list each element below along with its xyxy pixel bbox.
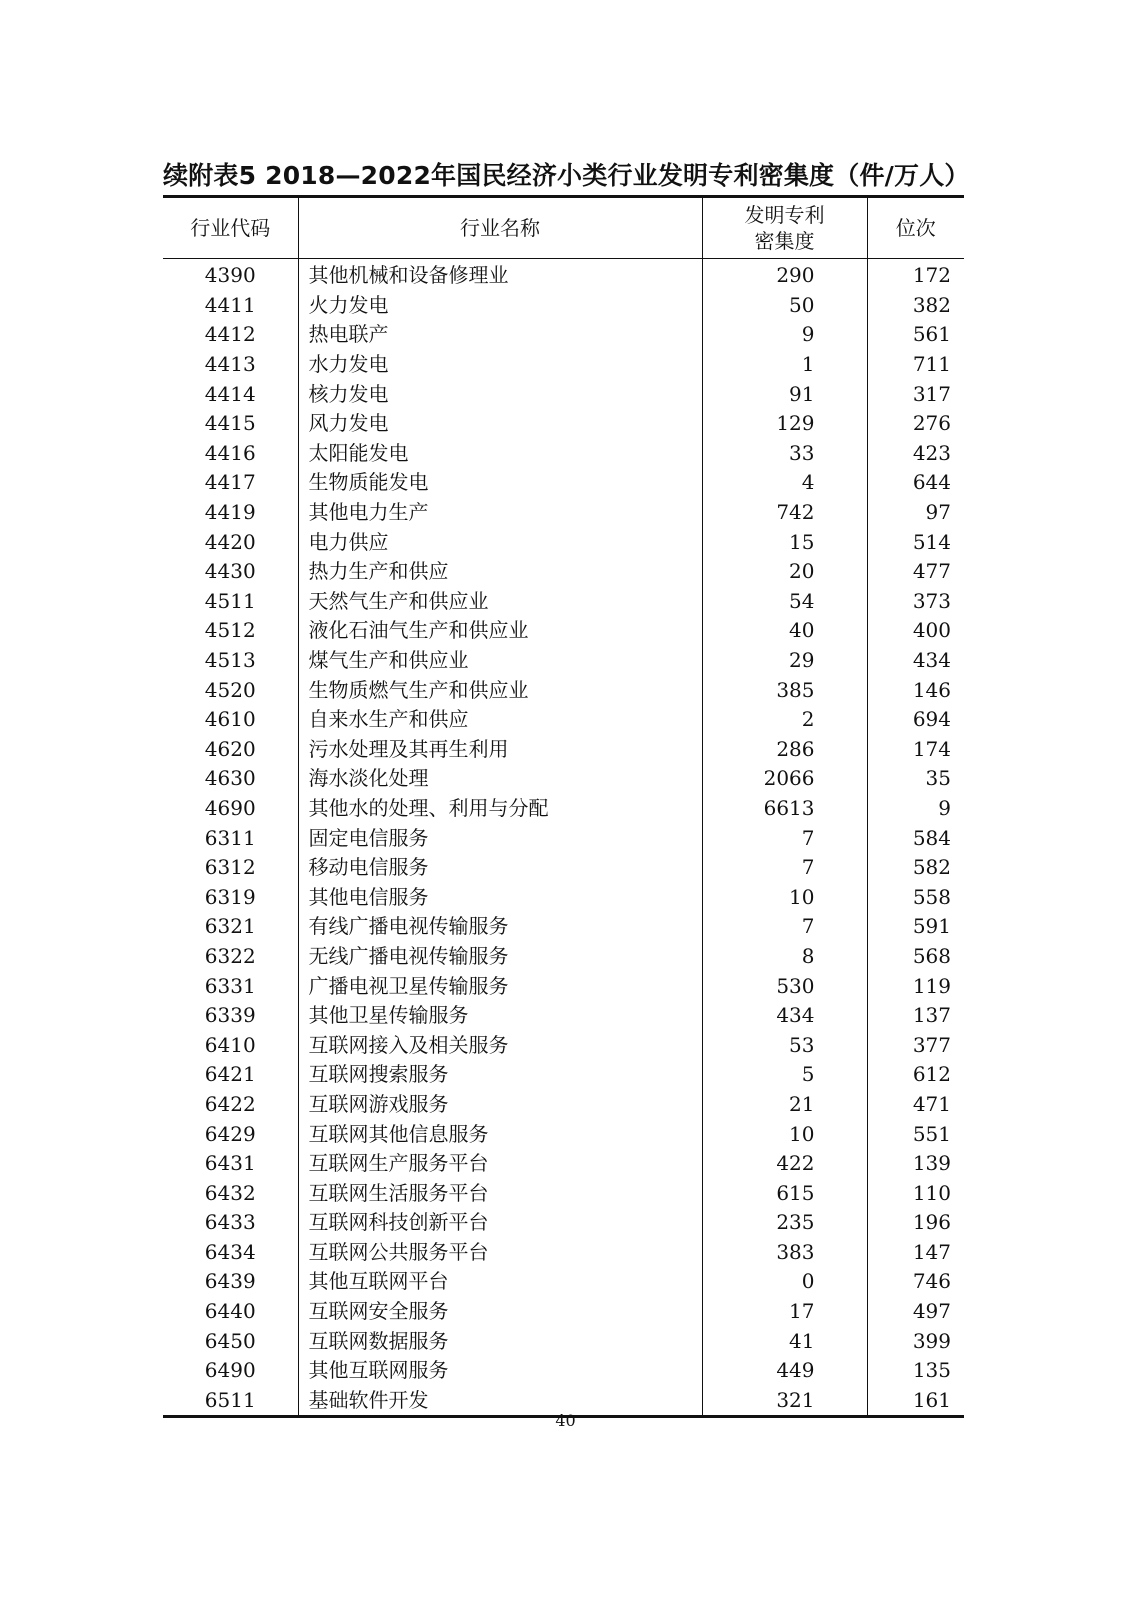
header-patent-density bbox=[702, 197, 867, 259]
industry-name-cell: 互联网接入及相关服务 bbox=[298, 1030, 702, 1060]
rank-cell: 551 bbox=[867, 1119, 964, 1149]
industry-code-cell: 6439 bbox=[204, 1269, 256, 1294]
industry-code-cell: 6421 bbox=[204, 1062, 256, 1087]
header-industry-code: 行业代码 bbox=[163, 197, 298, 259]
header-patent-density-line1: 发明专利 bbox=[744, 203, 825, 227]
rank-cell: 317 bbox=[867, 379, 964, 409]
table-row bbox=[163, 971, 964, 1001]
industry-name-cell: 基础软件开发 bbox=[298, 1386, 702, 1417]
industry-name-cell: 热电联产 bbox=[298, 320, 702, 350]
table-row bbox=[163, 291, 964, 321]
rank-cell: 174 bbox=[867, 735, 964, 765]
rank-cell: 137 bbox=[867, 1001, 964, 1031]
rank-cell: 434 bbox=[867, 646, 964, 676]
industry-name-cell: 无线广播电视传输服务 bbox=[298, 942, 702, 972]
industry-code-cell: 4513 bbox=[204, 648, 256, 673]
table-row bbox=[163, 1238, 964, 1268]
industry-code-cell: 4512 bbox=[204, 618, 256, 643]
table-row bbox=[163, 1178, 964, 1208]
patent-density-cell: 383 bbox=[702, 1238, 867, 1268]
table-row bbox=[163, 1119, 964, 1149]
industry-name-cell: 互联网搜索服务 bbox=[298, 1060, 702, 1090]
table-row bbox=[163, 705, 964, 735]
table-row bbox=[163, 1208, 964, 1238]
industry-name-cell: 有线广播电视传输服务 bbox=[298, 912, 702, 942]
industry-code-cell: 6322 bbox=[204, 943, 256, 968]
industry-code-cell: 6312 bbox=[204, 855, 256, 880]
table-row bbox=[163, 1267, 964, 1297]
rank-cell: 471 bbox=[867, 1090, 964, 1120]
industry-name-cell: 其他互联网服务 bbox=[298, 1356, 702, 1386]
patent-density-cell: 17 bbox=[702, 1297, 867, 1327]
header-patent-density-line2: 密集度 bbox=[754, 229, 815, 253]
industry-name-cell: 风力发电 bbox=[298, 409, 702, 439]
patent-density-cell: 286 bbox=[702, 735, 867, 765]
patent-density-cell: 40 bbox=[702, 616, 867, 646]
table-row bbox=[163, 1090, 964, 1120]
rank-cell: 514 bbox=[867, 527, 964, 557]
patent-density-cell: 6613 bbox=[702, 794, 867, 824]
industry-name-cell: 广播电视卫星传输服务 bbox=[298, 971, 702, 1001]
rank-cell: 382 bbox=[867, 291, 964, 321]
patent-density-cell: 235 bbox=[702, 1208, 867, 1238]
industry-code-cell: 6429 bbox=[204, 1121, 256, 1146]
rank-cell: 497 bbox=[867, 1297, 964, 1327]
patent-density-cell: 434 bbox=[702, 1001, 867, 1031]
patent-density-cell: 21 bbox=[702, 1090, 867, 1120]
industry-code-cell: 4520 bbox=[204, 677, 256, 702]
industry-code-cell: 4511 bbox=[204, 588, 256, 613]
rank-cell: 694 bbox=[867, 705, 964, 735]
patent-density-cell: 41 bbox=[702, 1326, 867, 1356]
table-row bbox=[163, 616, 964, 646]
industry-code-cell: 4417 bbox=[204, 470, 256, 495]
table-row bbox=[163, 675, 964, 705]
rank-cell: 276 bbox=[867, 409, 964, 439]
rank-cell: 746 bbox=[867, 1267, 964, 1297]
patent-density-cell: 4 bbox=[702, 468, 867, 498]
table-row bbox=[163, 823, 964, 853]
table-row bbox=[163, 646, 964, 676]
rank-cell: 147 bbox=[867, 1238, 964, 1268]
industry-code-cell: 6410 bbox=[204, 1032, 256, 1057]
industry-name-cell: 海水淡化处理 bbox=[298, 764, 702, 794]
patent-density-cell: 449 bbox=[702, 1356, 867, 1386]
table-row bbox=[163, 1149, 964, 1179]
industry-code-cell: 6433 bbox=[204, 1210, 256, 1235]
industry-name-cell: 其他水的处理、利用与分配 bbox=[298, 794, 702, 824]
table-row bbox=[163, 587, 964, 617]
table-row bbox=[163, 1060, 964, 1090]
industry-name-cell: 其他机械和设备修理业 bbox=[298, 259, 702, 291]
patent-density-cell: 290 bbox=[702, 259, 867, 291]
industry-code-cell: 4690 bbox=[204, 795, 256, 820]
industry-name-cell: 污水处理及其再生利用 bbox=[298, 735, 702, 765]
patent-density-cell: 7 bbox=[702, 853, 867, 883]
industry-name-cell: 天然气生产和供应业 bbox=[298, 587, 702, 617]
patent-density-cell: 8 bbox=[702, 942, 867, 972]
industry-code-cell: 4416 bbox=[204, 440, 256, 465]
industry-name-cell: 火力发电 bbox=[298, 291, 702, 321]
rank-cell: 377 bbox=[867, 1030, 964, 1060]
patent-density-cell: 10 bbox=[702, 1119, 867, 1149]
rank-cell: 612 bbox=[867, 1060, 964, 1090]
industry-name-cell: 自来水生产和供应 bbox=[298, 705, 702, 735]
industry-name-cell: 固定电信服务 bbox=[298, 823, 702, 853]
patent-density-cell: 129 bbox=[702, 409, 867, 439]
table-row bbox=[163, 409, 964, 439]
industry-code-cell: 6432 bbox=[204, 1180, 256, 1205]
industry-code-cell: 4610 bbox=[204, 707, 256, 732]
industry-code-cell: 4411 bbox=[204, 292, 256, 317]
industry-name-cell: 热力生产和供应 bbox=[298, 557, 702, 587]
rank-cell: 582 bbox=[867, 853, 964, 883]
patent-density-cell: 742 bbox=[702, 498, 867, 528]
rank-cell: 97 bbox=[867, 498, 964, 528]
patent-density-cell: 385 bbox=[702, 675, 867, 705]
rank-cell: 423 bbox=[867, 439, 964, 469]
rank-cell: 477 bbox=[867, 557, 964, 587]
rank-cell: 568 bbox=[867, 942, 964, 972]
patent-density-cell: 321 bbox=[702, 1386, 867, 1417]
rank-cell: 711 bbox=[867, 350, 964, 380]
industry-name-cell: 互联网生活服务平台 bbox=[298, 1178, 702, 1208]
industry-code-cell: 6321 bbox=[204, 914, 256, 939]
table-row bbox=[163, 1326, 964, 1356]
industry-name-cell: 互联网其他信息服务 bbox=[298, 1119, 702, 1149]
patent-density-cell: 33 bbox=[702, 439, 867, 469]
industry-name-cell: 其他互联网平台 bbox=[298, 1267, 702, 1297]
table-row bbox=[163, 259, 964, 291]
rank-cell: 135 bbox=[867, 1356, 964, 1386]
table-row bbox=[163, 882, 964, 912]
industry-code-cell: 6434 bbox=[204, 1239, 256, 1264]
industry-name-cell: 其他电力生产 bbox=[298, 498, 702, 528]
patent-density-cell: 530 bbox=[702, 971, 867, 1001]
rank-cell: 161 bbox=[867, 1386, 964, 1417]
industry-code-cell: 6450 bbox=[204, 1328, 256, 1353]
industry-name-cell: 核力发电 bbox=[298, 379, 702, 409]
industry-code-cell: 6311 bbox=[204, 825, 256, 850]
rank-cell: 400 bbox=[867, 616, 964, 646]
rank-cell: 561 bbox=[867, 320, 964, 350]
table-row bbox=[163, 439, 964, 469]
industry-code-cell: 4420 bbox=[204, 529, 256, 554]
patent-density-cell: 2066 bbox=[702, 764, 867, 794]
table-row bbox=[163, 557, 964, 587]
rank-cell: 172 bbox=[867, 259, 964, 291]
header-rank: 位次 bbox=[867, 197, 964, 259]
page-number: 40 bbox=[555, 1411, 576, 1430]
industry-code-cell: 6331 bbox=[204, 973, 256, 998]
rank-cell: 146 bbox=[867, 675, 964, 705]
patent-density-cell: 0 bbox=[702, 1267, 867, 1297]
table-row bbox=[163, 794, 964, 824]
industry-name-cell: 煤气生产和供应业 bbox=[298, 646, 702, 676]
patent-density-cell: 9 bbox=[702, 320, 867, 350]
industry-code-cell: 4620 bbox=[204, 736, 256, 761]
table-row bbox=[163, 764, 964, 794]
table-row bbox=[163, 1297, 964, 1327]
rank-cell: 591 bbox=[867, 912, 964, 942]
table-row bbox=[163, 320, 964, 350]
rank-cell: 35 bbox=[867, 764, 964, 794]
industry-code-cell: 4419 bbox=[204, 500, 256, 525]
patent-density-cell: 54 bbox=[702, 587, 867, 617]
table-row bbox=[163, 853, 964, 883]
table-row bbox=[163, 527, 964, 557]
industry-name-cell: 互联网公共服务平台 bbox=[298, 1238, 702, 1268]
industry-code-cell: 6422 bbox=[204, 1091, 256, 1116]
rank-cell: 119 bbox=[867, 971, 964, 1001]
patent-density-cell: 50 bbox=[702, 291, 867, 321]
rank-cell: 584 bbox=[867, 823, 964, 853]
table-row bbox=[163, 468, 964, 498]
patent-density-cell: 7 bbox=[702, 823, 867, 853]
table-row bbox=[163, 735, 964, 765]
industry-name-cell: 其他电信服务 bbox=[298, 882, 702, 912]
industry-code-cell: 6490 bbox=[204, 1358, 256, 1383]
patent-density-cell: 20 bbox=[702, 557, 867, 587]
patent-density-cell: 15 bbox=[702, 527, 867, 557]
patent-density-cell: 422 bbox=[702, 1149, 867, 1179]
industry-code-cell: 4430 bbox=[204, 559, 256, 584]
patent-density-table bbox=[163, 195, 964, 1418]
patent-density-cell: 53 bbox=[702, 1030, 867, 1060]
table-row bbox=[163, 350, 964, 380]
patent-density-cell: 10 bbox=[702, 882, 867, 912]
industry-name-cell: 互联网游戏服务 bbox=[298, 1090, 702, 1120]
rank-cell: 9 bbox=[867, 794, 964, 824]
rank-cell: 399 bbox=[867, 1326, 964, 1356]
rank-cell: 558 bbox=[867, 882, 964, 912]
table-row bbox=[163, 379, 964, 409]
industry-code-cell: 6339 bbox=[204, 1003, 256, 1028]
industry-name-cell: 电力供应 bbox=[298, 527, 702, 557]
patent-density-cell: 1 bbox=[702, 350, 867, 380]
industry-name-cell: 互联网科技创新平台 bbox=[298, 1208, 702, 1238]
rank-cell: 139 bbox=[867, 1149, 964, 1179]
industry-code-cell: 4415 bbox=[204, 411, 256, 436]
patent-density-cell: 91 bbox=[702, 379, 867, 409]
table-header-row bbox=[163, 197, 964, 259]
rank-cell: 110 bbox=[867, 1178, 964, 1208]
industry-code-cell: 4390 bbox=[204, 263, 256, 288]
industry-code-cell: 4414 bbox=[204, 381, 256, 406]
industry-name-cell: 其他卫星传输服务 bbox=[298, 1001, 702, 1031]
patent-density-cell: 2 bbox=[702, 705, 867, 735]
table-row bbox=[163, 912, 964, 942]
page-title: 续附表5 2018—2022年国民经济小类行业发明专利密集度（件/万人） bbox=[163, 161, 970, 190]
table-row bbox=[163, 1001, 964, 1031]
industry-name-cell: 太阳能发电 bbox=[298, 439, 702, 469]
industry-code-cell: 6431 bbox=[204, 1151, 256, 1176]
rank-cell: 373 bbox=[867, 587, 964, 617]
industry-name-cell: 水力发电 bbox=[298, 350, 702, 380]
header-industry-name: 行业名称 bbox=[298, 197, 702, 259]
industry-code-cell: 6511 bbox=[204, 1387, 256, 1412]
rank-cell: 644 bbox=[867, 468, 964, 498]
table-body bbox=[163, 259, 964, 1417]
rank-cell: 196 bbox=[867, 1208, 964, 1238]
industry-code-cell: 4413 bbox=[204, 352, 256, 377]
table-row bbox=[163, 942, 964, 972]
table-row bbox=[163, 1356, 964, 1386]
industry-code-cell: 4630 bbox=[204, 766, 256, 791]
table-row bbox=[163, 1030, 964, 1060]
industry-code-cell: 6319 bbox=[204, 884, 256, 909]
industry-code-cell: 4412 bbox=[204, 322, 256, 347]
patent-density-cell: 29 bbox=[702, 646, 867, 676]
patent-density-cell: 5 bbox=[702, 1060, 867, 1090]
industry-name-cell: 生物质能发电 bbox=[298, 468, 702, 498]
patent-density-cell: 615 bbox=[702, 1178, 867, 1208]
industry-name-cell: 互联网数据服务 bbox=[298, 1326, 702, 1356]
industry-name-cell: 互联网安全服务 bbox=[298, 1297, 702, 1327]
industry-name-cell: 移动电信服务 bbox=[298, 853, 702, 883]
industry-name-cell: 生物质燃气生产和供应业 bbox=[298, 675, 702, 705]
table-row bbox=[163, 498, 964, 528]
industry-code-cell: 6440 bbox=[204, 1299, 256, 1324]
industry-name-cell: 互联网生产服务平台 bbox=[298, 1149, 702, 1179]
industry-name-cell: 液化石油气生产和供应业 bbox=[298, 616, 702, 646]
patent-density-cell: 7 bbox=[702, 912, 867, 942]
